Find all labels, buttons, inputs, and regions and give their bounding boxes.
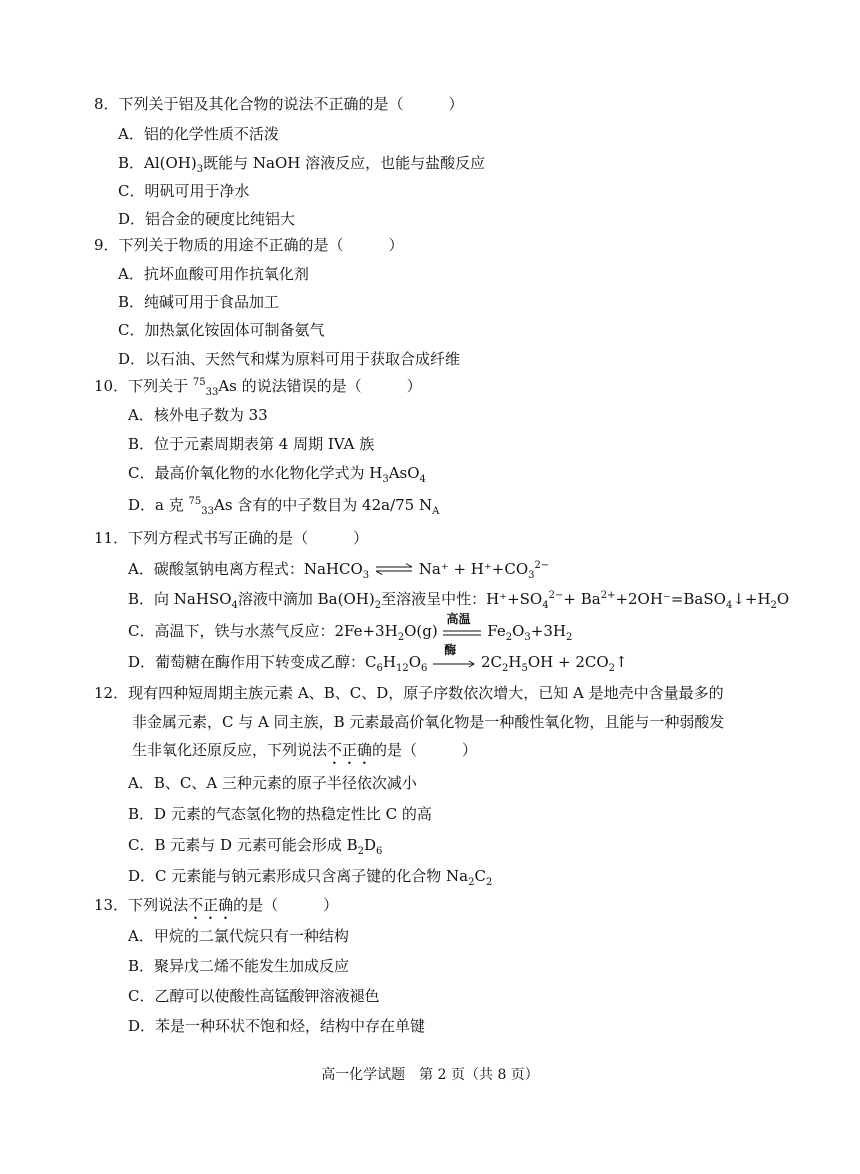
enzyme-arrow [432,643,476,672]
q8-option-c: C．明矾可用于净水 [118,182,250,200]
reversible-arrow-icon [374,560,414,580]
q11-option-d: D．葡萄糖在酶作用下转变成乙醇：$C_6H_{12}O_6$ 酶 $2C_2H_5OH$ + $2CO_2↑$ [128,652,628,674]
q13-option-d: D．苯是一种环状不饱和烃，结构中存在单键 [128,1017,426,1035]
q9-option-d: D．以石油、天然气和煤为原料可用于获取合成纤维 [118,350,461,368]
q9-stem: 9．下列关于物质的用途不正确的是（ ） [94,236,404,254]
q12-stem-line-1: 12．现有四种短周期主族元素 A、B、C、D，原子序数依次增大，已知 A 是地壳中含量最多的 [94,684,724,702]
emphasis-not-correct: 不正确 [188,896,234,914]
q10-option-a: A．核外电子数为 33 [128,406,268,424]
q13-stem: 13．下列说法不正确的是（ ） [94,896,339,914]
q11-option-b: B．向 NaHSO$_4$溶液中滴加 $Ba(OH)_2$至溶液呈中性：$H^++SO_4^{2-}+$ $Ba^{2+}+2OH^-=BaSO_4↓+H_2O$ [128,590,790,611]
page-footer: 高一化学试题 第 2 页（共 8 页） [321,1067,539,1083]
q13-option-b: B．聚异戊二烯不能发生加成反应 [128,957,350,975]
enzyme-condition: 酶 [444,643,457,657]
q10-option-b: B．位于元素周期表第 4 周期 IVA 族 [128,435,375,453]
q12-option-c: C．B 元素与 D 元素可能会形成 $B_2D_6$ [128,836,383,857]
q12-stem-line-3: 生非氧化还原反应，下列说法不正确的是（ ） [132,741,478,759]
q11-option-a: A．碳酸氢钠电离方程式：NaHCO$_3$ $Na^+ + H^++CO_3^{2-}$ [128,560,550,581]
q12-option-d: D．C 元素能与钠元素形成只含离子键的化合物 $Na_2C_2$ [128,867,493,888]
q9-option-b: B．纯碱可用于食品加工 [118,293,280,311]
high-temp-equals-sign [442,612,482,641]
q10-option-c: C．最高价氧化物的水化物化学式为 $H_3AsO_4$ [128,464,426,485]
q13-option-a: A．甲烷的二氯代烷只有一种结构 [128,927,349,945]
q8-option-b: B．$Al(OH)_3$既能与 NaOH 溶液反应，也能与盐酸反应 [118,154,486,175]
q10-option-d: D．a 克 $^{75}_{33}$As 含有的中子数目为 42a/75 $N_A$ [128,496,440,517]
q8-option-a: A．铝的化学性质不活泼 [118,125,279,143]
q9-option-a: A．抗坏血酸可用作抗氧化剂 [118,265,309,283]
q12-stem-line-2: 非金属元素，C 与 A 同主族，B 元素最高价氧化物是一种酸性氧化物，且能与一种弱酸发 [132,713,725,731]
q12-option-b: B．D 元素的气态氢化物的热稳定性比 C 的高 [128,805,432,823]
q8-option-d: D．铝合金的硬度比纯铝大 [118,210,296,228]
q9-option-c: C．加热氯化铵固体可制备氨气 [118,321,325,339]
emphasis-not-correct: 不正确 [327,741,373,759]
q13-option-c: C．乙醇可以使酸性高锰酸钾溶液褪色 [128,987,380,1005]
q10-stem: 10．下列关于 $^{75}_{33}$As 的说法错误的是（ ） [94,377,422,398]
q11-option-c: C．高温下，铁与水蒸气反应：$2Fe+3H_2O(g)$ 高温 $Fe_2O_3+3H_2$ [128,621,572,643]
q12-option-a: A．B、C、A 三种元素的原子半径依次减小 [128,774,417,792]
high-temp-condition: 高温 [446,612,471,626]
q8-stem: 8．下列关于铝及其化合物的说法不正确的是（ ） [94,95,464,113]
q11-stem: 11．下列方程式书写正确的是（ ） [94,529,369,547]
